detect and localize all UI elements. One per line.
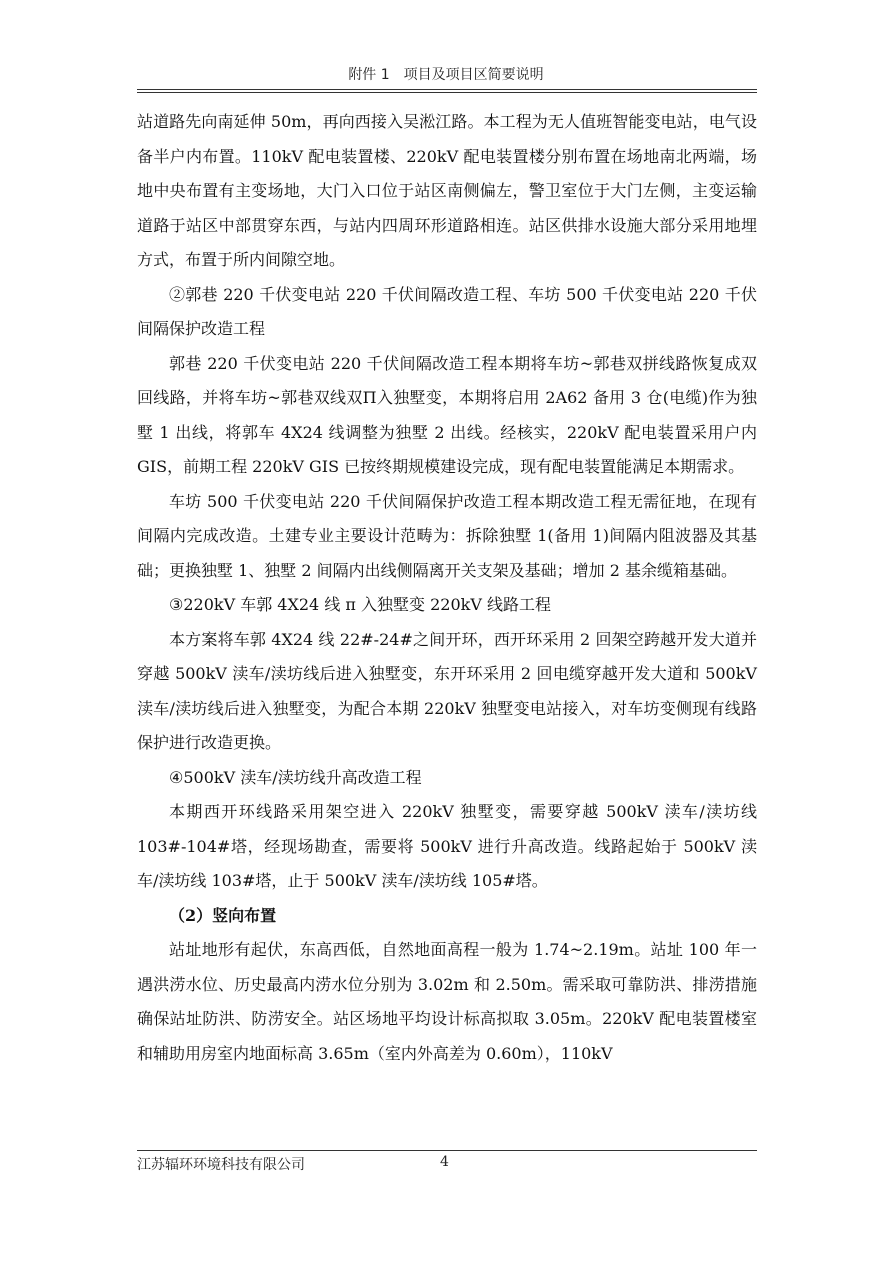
page-number: 4 — [440, 1154, 449, 1170]
paragraph: 本期西开环线路采用架空进入 220kV 独墅变，需要穿越 500kV 渎车/渎坊线 103#-104#塔，经现场勘查，需要将 500kV 进行升高改造。线路起始于 500kV 渎车/渎坊线 103#塔，止于 500kV 渎车/渎坊线 105#塔。 — [137, 802, 757, 890]
document-body — [137, 105, 757, 1071]
page-header: 附件 1 项目及项目区简要说明 — [348, 67, 544, 83]
paragraph: 本方案将车郭 4X24 线 22#-24#之间开环，西开环采用 2 回架空跨越开发大道并穿越 500kV 渎车/渎坊线后进入独墅变，东开环采用 2 回电缆穿越开发大道和 500kV 渎车/渎坊线后进入独墅变，为配合本期 220kV 独墅变电站接入，对车坊变侧现有线路保护进行改造更换。 — [137, 629, 757, 752]
section-heading-vertical-layout: （2）竖向布置 — [169, 905, 277, 925]
section-heading-3: ③220kV 车郭 4X24 线 π 入独墅变 220kV 线路工程 — [169, 595, 551, 614]
paragraph: 车坊 500 千伏变电站 220 千伏间隔保护改造工程本期改造工程无需征地，在现有间隔内完成改造。土建专业主要设计范畴为：拆除独墅 1(备用 1)间隔内阻波器及其基础；更换独墅 1、独墅 2 间隔内出线侧隔离开关支架及基础；增加 2 基余缆箱基础。 — [137, 491, 757, 580]
paragraph-continued: 站道路先向南延伸 50m，再向西接入吴淞江路。本工程为无人值班智能变电站，电气设备半户内布置。110kV 配电装置楼、220kV 配电装置楼分别布置在场地南北两端，场地中央布置有主变场地，大门入口位于站区南侧偏左，警卫室位于大门左侧，主变运输道路于站区中部贯穿东西，与站内四周环形道路相连。站区供排水设施大部分采用地埋方式，布置于所内间隙空地。 — [137, 112, 757, 269]
paragraph: 郭巷 220 千伏变电站 220 千伏间隔改造工程本期将车坊~郭巷双拼线路恢复成双回线路，并将车坊~郭巷双线双Π入独墅变，本期将启用 2A62 备用 3 仓(电缆)作为独墅 1 出线，将郭车 4X24 线调整为独墅 2 出线。经核实，220kV 配电装置采用户内 GIS，前期工程 220kV GIS 已按终期规模建设完成，现有配电装置能满足本期需求。 — [137, 353, 757, 476]
footer-rule — [137, 1150, 757, 1151]
header-rule-bottom — [137, 92, 757, 93]
footer-company: 江苏辐环环境科技有限公司 — [137, 1157, 305, 1173]
paragraph: 站址地形有起伏，东高西低，自然地面高程一般为 1.74~2.19m。站址 100 年一遇洪涝水位、历史最高内涝水位分别为 3.02m 和 2.50m。需采取可靠防洪、排涝措施确保站址防洪、防涝安全。站区场地平均设计标高拟取 3.05m。220kV 配电装置楼室和辅助用房室内地面标高 3.65m（室内外高差为 0.60m），110kV — [137, 940, 757, 1063]
header-rule-top — [137, 89, 757, 90]
section-heading-4: ④500kV 渎车/渎坊线升高改造工程 — [169, 767, 422, 787]
section-heading-2: ②郭巷 220 千伏变电站 220 千伏间隔改造工程、车坊 500 千伏变电站 220 千伏间隔保护改造工程 — [137, 284, 757, 338]
